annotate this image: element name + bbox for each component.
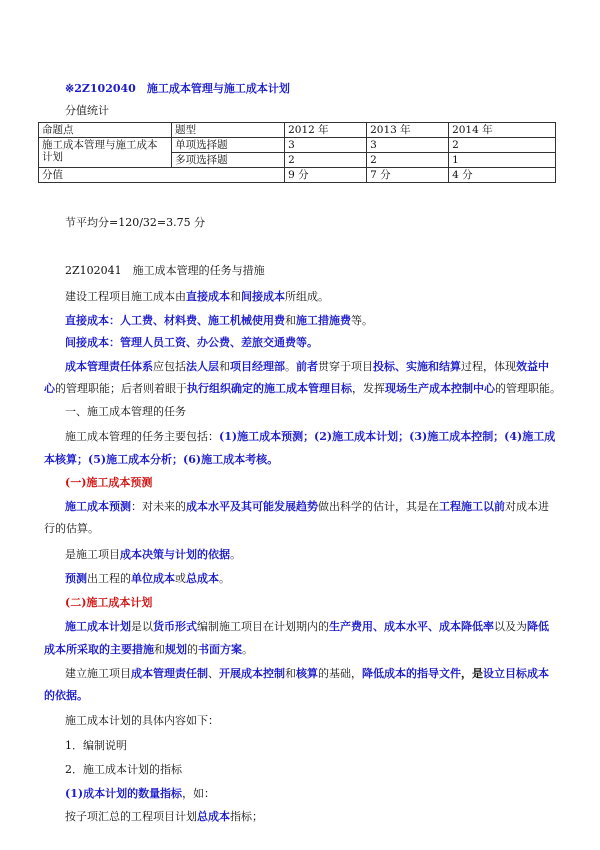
paragraph: 预测出工程的单位成本或总成本。 <box>65 572 230 585</box>
table-header-cell: 2013 年 <box>367 123 449 138</box>
topic-cell <box>39 138 172 168</box>
paragraph-cont: 行的估算。 <box>44 522 99 535</box>
paragraph: 直接成本：人工费、材料费、施工机械使用费和施工措施费等。 <box>65 314 373 327</box>
stats-caption: 分值统计 <box>65 104 109 117</box>
table-cell: 单项选择题 <box>172 138 285 153</box>
list-item: 2．施工成本计划的指标 <box>65 763 182 776</box>
heading-cost-plan: (二)施工成本计划 <box>65 596 153 609</box>
paragraph: (1)成本计划的数量指标，如： <box>65 787 216 800</box>
paragraph: 间接成本：管理人员工资、办公费、差旅交通费等。 <box>65 336 318 349</box>
table-cell: 4 分 <box>449 168 556 183</box>
table-cell: 多项选择题 <box>172 153 285 168</box>
topic-line-1: 施工成本管理与施工成本 <box>42 139 158 151</box>
heading-cost-forecast: (一)施工成本预测 <box>65 476 153 489</box>
table-cell: 分值 <box>39 168 285 183</box>
paragraph: 施工成本计划的具体内容如下： <box>65 714 219 727</box>
paragraph: 施工成本预测：对未来的成本水平及其可能发展趋势做出科学的估计，其是在工程施工以前对成本进 <box>65 500 549 513</box>
table-header-cell: 命题点 <box>39 123 172 138</box>
table-header-cell: 2012 年 <box>285 123 367 138</box>
average-score: 节平均分=120/32=3.75 分 <box>65 216 206 229</box>
paragraph: 是施工项目成本决策与计划的依据。 <box>65 548 241 561</box>
table-cell: 2 <box>449 138 556 153</box>
list-item: 1．编制说明 <box>65 739 127 752</box>
paragraph: 按子项汇总的工程项目计划总成本指标； <box>65 810 263 823</box>
paragraph-cont: 成本所采取的主要措施和规划的书面方案。 <box>44 643 253 656</box>
paragraph: 建设工程项目施工成本由直接成本和间接成本所组成。 <box>65 290 329 303</box>
paragraph-cont: 心的管理职能；后者则着眼于执行组织确定的施工成本管理目标，发挥现场生产成本控制中心的管理职能。 <box>44 382 561 395</box>
table-cell: 1 <box>449 153 556 168</box>
table-cell: 2 <box>367 153 449 168</box>
paragraph: 建立施工项目成本管理责任制、开展成本控制和核算的基础，降低成本的指导文件，是设立目标成本 <box>65 667 549 680</box>
section-title: ※2Z102040 施工成本管理与施工成本计划 <box>65 82 290 95</box>
table-cell: 7 分 <box>367 168 449 183</box>
table-score-row <box>39 168 556 183</box>
paragraph: 成本管理责任体系应包括法人层和项目经理部。前者贯穿于项目投标、实施和结算过程，体现效益中 <box>65 360 549 373</box>
table-row <box>39 138 556 153</box>
table-cell: 3 <box>285 138 367 153</box>
table-header-cell: 2014 年 <box>449 123 556 138</box>
paragraph-cont: 的依据。 <box>44 689 88 702</box>
paragraph: 施工成本管理的任务主要包括：(1)施工成本预测；(2)施工成本计划；(3)施工成本控制；(4)施工成 <box>65 430 556 443</box>
table-header-row <box>39 123 556 138</box>
topic-line-2: 计划 <box>42 151 63 163</box>
table-cell: 9 分 <box>285 168 367 183</box>
subsection-item: 一、施工成本管理的任务 <box>65 405 186 418</box>
paragraph: 施工成本计划是以货币形式编制施工项目在计划期内的生产费用、成本水平、成本降低率以及为降低 <box>65 620 549 633</box>
subsection-heading: 2Z102041 施工成本管理的任务与措施 <box>65 264 265 277</box>
table-header-cell: 题型 <box>172 123 285 138</box>
paragraph-cont: 本核算；(5)施工成本分析；(6)施工成本考核。 <box>44 453 279 466</box>
table-cell: 3 <box>367 138 449 153</box>
table-cell: 2 <box>285 153 367 168</box>
score-stats-table <box>38 122 556 183</box>
